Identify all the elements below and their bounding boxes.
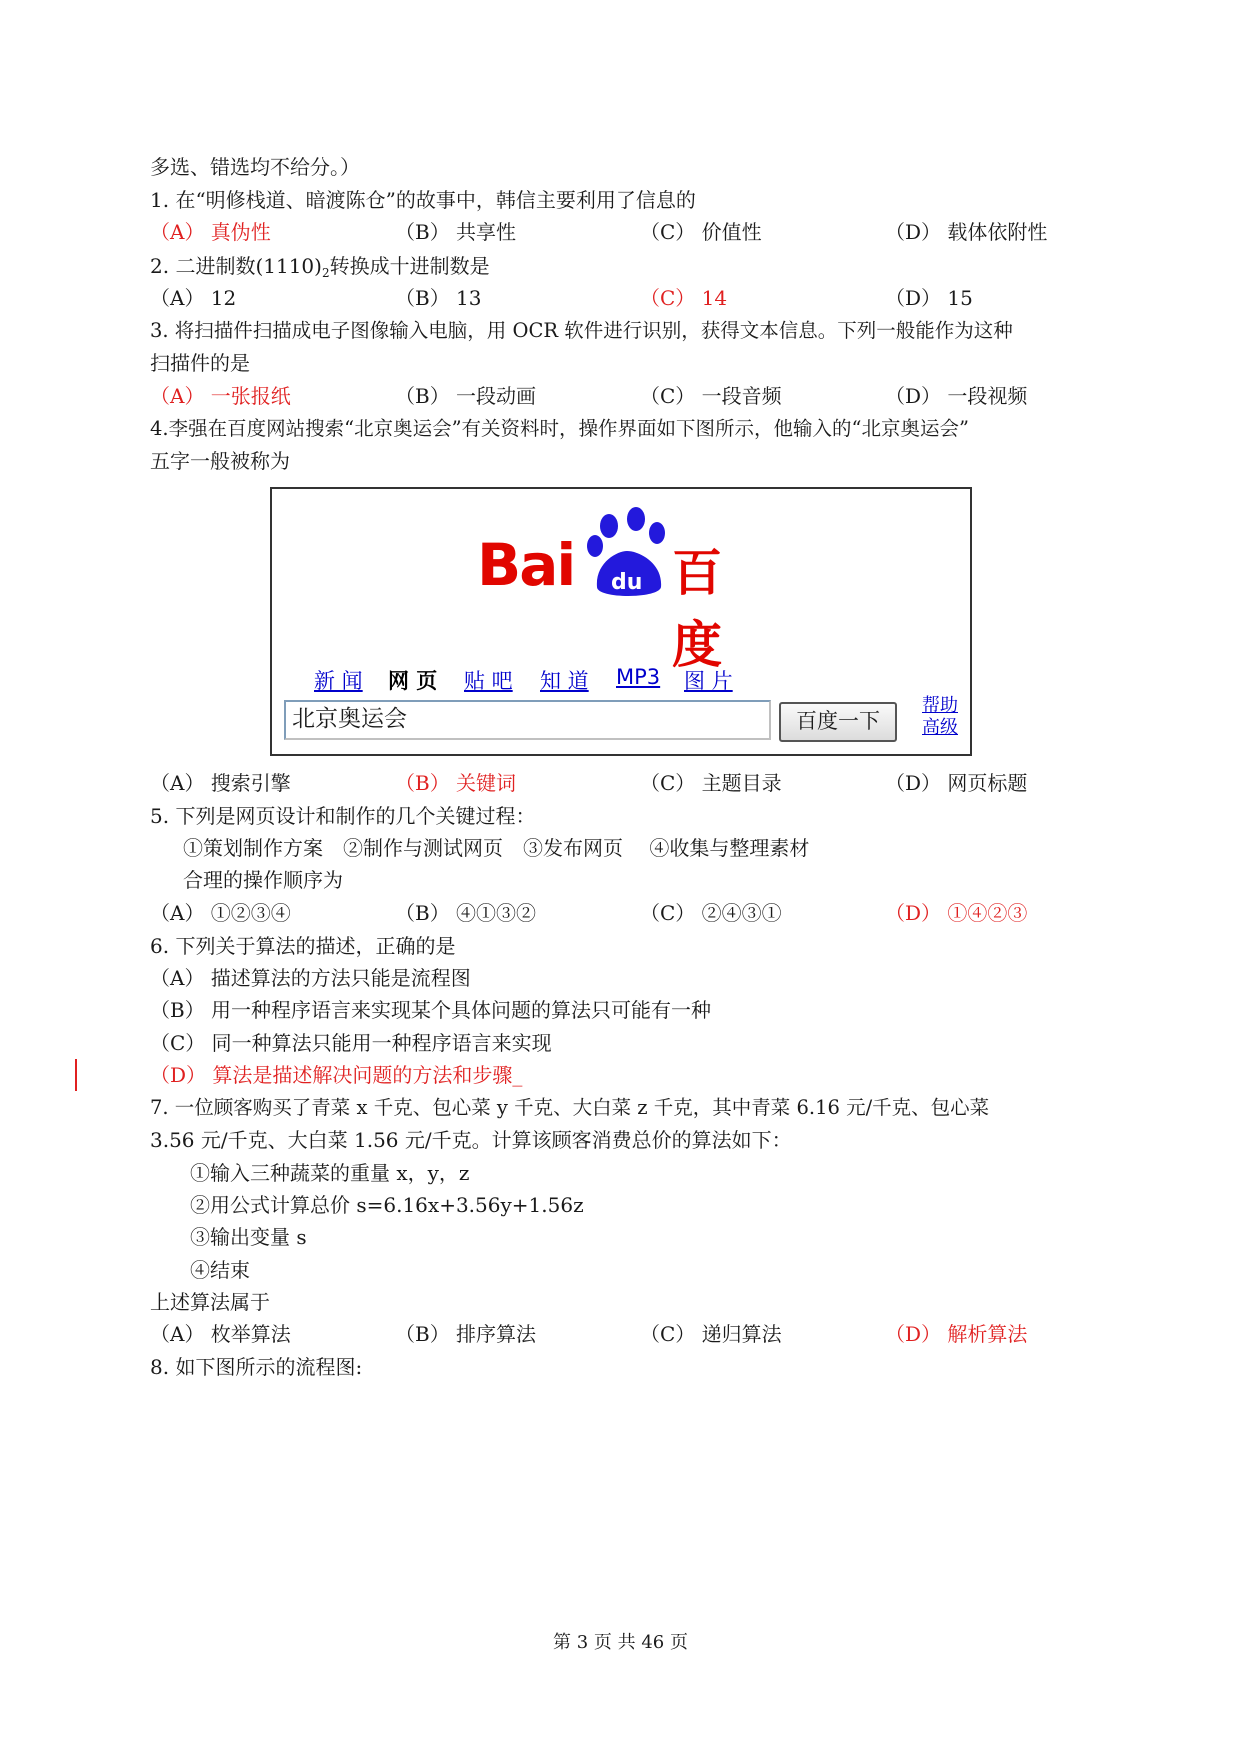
baidu-help-link[interactable]: 帮助 [922,695,958,716]
baidu-nav-news[interactable]: 新 闻 [314,669,363,693]
q2-stem-pre: 2. 二进制数(1110) [150,254,322,278]
baidu-nav-tieba[interactable]: 贴 吧 [464,669,513,693]
q5-option-a: （A） ①②③④ [150,901,291,925]
baidu-logo-text-chinese: 百度 [672,544,722,674]
q6-stem: 6. 下列关于算法的描述，正确的是 [150,934,456,958]
q7-stem-line3: 上述算法属于 [150,1290,270,1314]
q6-option-d: （D） 算法是描述解决问题的方法和步骤_ [150,1063,523,1087]
q7-option-c: （C） 递归算法 [640,1322,782,1346]
q2-stem-subscript: 2 [321,266,330,280]
q7-option-d: （D） 解析算法 [885,1322,1028,1346]
q7-step-2: ②用公式计算总价 s=6.16x+3.56y+1.56z [190,1193,584,1217]
q7-step-1: ①输入三种蔬菜的重量 x，y，z [190,1161,470,1185]
q2-option-d: （D） 15 [885,286,973,310]
q4-option-a: （A） 搜索引擎 [150,771,291,795]
q3-option-c: （C） 一段音频 [640,384,782,408]
q2-option-b: （B） 13 [395,286,482,310]
q8-stem: 8. 如下图所示的流程图: [150,1355,363,1379]
baidu-paw-du-text: du [611,570,643,595]
q6-option-a: （A） 描述算法的方法只能是流程图 [150,966,471,990]
q3-stem-line2: 扫描件的是 [150,351,250,375]
q4-option-c: （C） 主题目录 [640,771,782,795]
q1-option-b: （B） 共享性 [395,220,517,244]
intro-line: 多选、错选均不给分。） [150,155,360,179]
baidu-nav-mp3[interactable]: MP3 [616,665,661,689]
q7-stem-line1: 7. 一位顾客购买了青菜 x 千克、包心菜 y 千克、大白菜 z 千克，其中青菜 6.16 元/千克、包心菜 [150,1096,990,1119]
q7-step-3: ③输出变量 s [190,1225,307,1249]
q3-option-a: （A） 一张报纸 [150,384,291,408]
q2-option-a: （A） 12 [150,286,237,310]
baidu-search-button[interactable]: 百度一下 [779,702,897,742]
q1-stem: 1. 在“明修栈道、暗渡陈仓”的故事中，韩信主要利用了信息的 [150,188,696,212]
q6-option-b: （B） 用一种程序语言来实现某个具体问题的算法只可能有一种 [150,998,712,1022]
q1-option-a: （A） 真伪性 [150,220,271,244]
baidu-nav-images[interactable]: 图 片 [684,669,733,693]
baidu-screenshot-figure [270,487,972,756]
q5-stem: 5. 下列是网页设计和制作的几个关键过程： [150,804,536,828]
q5-option-c: （C） ②④③① [640,901,782,925]
q2-option-c: （C） 14 [640,286,728,310]
page-footer: 第 3 页 共 46 页 [553,1632,688,1653]
baidu-advanced-link[interactable]: 高级 [922,717,958,738]
q7-option-a: （A） 枚举算法 [150,1322,291,1346]
q3-option-d: （D） 一段视频 [885,384,1028,408]
baidu-logo-text-bai: Bai [477,531,575,599]
q5-steps: ①策划制作方案 ②制作与测试网页 ③发布网页 ④收集与整理素材 [183,836,810,860]
q2-stem-post: 转换成十进制数是 [329,254,490,278]
q3-stem-line1: 3. 将扫描件扫描成电子图像输入电脑，用 OCR 软件进行识别，获得文本信息。下列一般能作为这种 [150,319,1013,342]
text-cursor [75,1059,77,1091]
q1-option-d: （D） 载体依附性 [885,220,1048,244]
q4-stem-line1: 4.李强在百度网站搜索“北京奥运会”有关资料时，操作界面如下图所示，他输入的“北京奥运会” [150,417,969,440]
q4-stem-line2: 五字一般被称为 [150,449,290,473]
baidu-help-links [922,695,958,739]
q4-option-b: （B） 关键词 [395,771,517,795]
q6-option-c: （C） 同一种算法只能用一种程序语言来实现 [150,1031,552,1055]
q4-option-d: （D） 网页标题 [885,771,1028,795]
q5-option-b: （B） ④①③② [395,901,537,925]
q7-stem-line2: 3.56 元/千克、大白菜 1.56 元/千克。计算该顾客消费总价的算法如下： [150,1128,792,1152]
q3-option-b: （B） 一段动画 [395,384,537,408]
baidu-logo [477,503,757,674]
baidu-nav-web[interactable]: 网 页 [388,669,438,693]
baidu-nav-zhidao[interactable]: 知 道 [540,669,589,693]
q5-stem2: 合理的操作顺序为 [183,868,343,892]
q5-option-d: （D） ①④②③ [885,901,1028,925]
q7-step-4: ④结束 [190,1258,250,1282]
q1-option-c: （C） 价值性 [640,220,762,244]
baidu-search-input[interactable]: 北京奥运会 [284,700,771,740]
q7-option-b: （B） 排序算法 [395,1322,537,1346]
q2-stem [150,252,490,287]
